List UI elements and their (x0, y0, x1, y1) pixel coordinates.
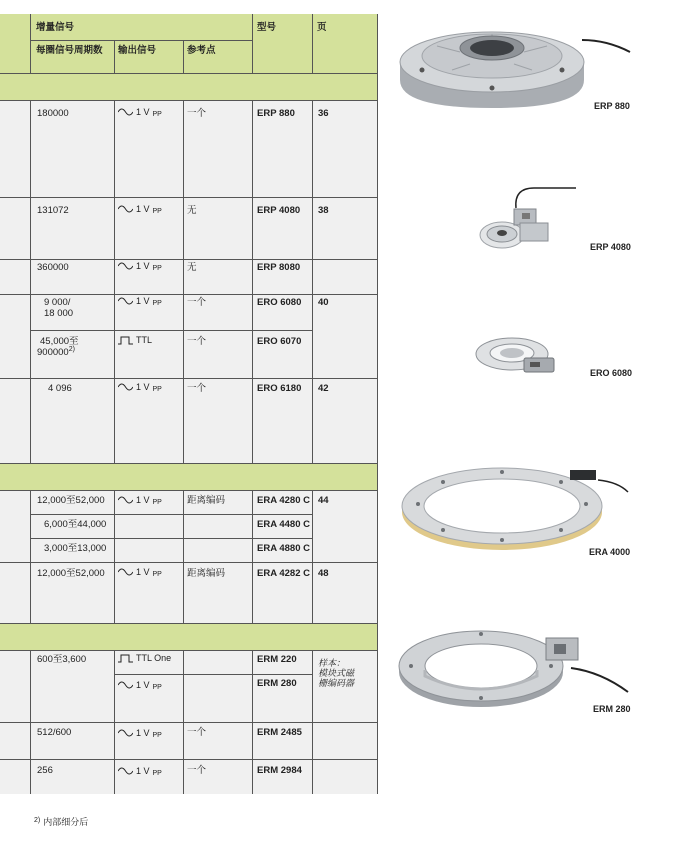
cell-page: 38 (318, 205, 329, 216)
cell-page: 42 (318, 383, 329, 394)
signal-sine: 1 V PP (118, 680, 162, 690)
header-periods: 每圈信号周期数 (36, 45, 103, 56)
ero-6080-photo (472, 330, 562, 380)
row-divider (0, 722, 378, 723)
row-divider (0, 562, 378, 563)
signal-sine: 1 V PP (118, 261, 162, 271)
cell-periods: 600至3,600 (37, 654, 87, 665)
cell-page: 44 (318, 495, 329, 506)
col-divider (252, 490, 253, 624)
caption-erp-4080: ERP 4080 (590, 242, 631, 252)
cell-periods: 12,000至52,000 (37, 495, 105, 506)
header-output: 输出信号 (118, 45, 157, 56)
cell-model: ERO 6070 (257, 336, 302, 347)
col-divider (312, 490, 313, 624)
col-divider (30, 650, 31, 794)
cell-reference: 一个 (187, 727, 207, 738)
cell-page: 36 (318, 108, 329, 119)
cell-periods: 360000 (37, 262, 69, 273)
era-4000-photo (398, 462, 630, 552)
sine-wave-icon (118, 729, 133, 737)
signal-sine: 1 V PP (118, 728, 162, 738)
footnote (34, 815, 88, 828)
cell-reference: 无 (187, 205, 197, 216)
erp-4080-photo (474, 183, 584, 255)
cell-model: ERM 2485 (257, 727, 302, 738)
cell-model: ERP 8080 (257, 262, 301, 273)
col-divider (252, 100, 253, 464)
sine-wave-icon (118, 262, 133, 270)
caption-era-4000: ERA 4000 (589, 547, 631, 557)
cell-reference: 无 (187, 262, 197, 273)
col-divider (252, 14, 253, 74)
row-divider (30, 514, 312, 515)
cell-page: 48 (318, 568, 329, 579)
sine-wave-icon (118, 568, 133, 576)
cell-model: ERP 4080 (257, 205, 301, 216)
table-right-border (377, 14, 378, 794)
sine-wave-icon (118, 383, 133, 391)
signal-sine: 1 V PP (118, 567, 162, 577)
row-divider (0, 490, 378, 491)
group-band-3 (0, 624, 378, 650)
footnote-mark: 2) (34, 817, 41, 824)
cell-model: ERM 220 (257, 654, 297, 665)
cell-model: ERO 6180 (257, 383, 302, 394)
header-reference: 参考点 (187, 45, 216, 56)
col-divider (114, 490, 115, 624)
row-divider (0, 650, 378, 651)
col-divider (312, 650, 313, 794)
signal-sine: 1 V PP (118, 296, 162, 306)
cell-model: ERA 4480 C (257, 519, 310, 530)
header-divider (30, 40, 252, 41)
row-divider (0, 378, 378, 379)
cell-model: ERA 4282 C (257, 568, 310, 579)
cell-reference: 一个 (187, 336, 207, 347)
sine-wave-icon (118, 767, 133, 775)
row-divider (0, 294, 378, 295)
col-divider (114, 100, 115, 464)
col-divider (114, 650, 115, 794)
header-model: 型号 (257, 22, 277, 33)
header-incremental: 增量信号 (36, 22, 75, 33)
col-divider (312, 14, 313, 74)
col-divider (30, 14, 31, 74)
header-page: 页 (317, 22, 327, 33)
row-divider (0, 259, 378, 260)
signal-sine: 1 V PP (118, 766, 162, 776)
col-divider (30, 100, 31, 464)
cell-page: 40 (318, 297, 329, 308)
signal-sine: 1 V PP (118, 204, 162, 214)
sine-wave-icon (118, 496, 133, 504)
cell-reference: 距离编码 (187, 568, 226, 579)
cell-periods: 12,000至52,000 (37, 568, 105, 579)
signal-ttl: TTL (118, 335, 152, 345)
col-divider (183, 490, 184, 624)
catalog-note: 样本： 模块式磁 栅编码器 (318, 658, 355, 688)
caption-erp-880: ERP 880 (594, 101, 630, 111)
cell-periods: 512/600 (37, 727, 72, 738)
row-divider (0, 623, 378, 624)
col-divider (183, 650, 184, 794)
sine-wave-icon (118, 297, 133, 305)
sine-wave-icon (118, 205, 133, 213)
signal-ttl-one: TTL One (118, 653, 171, 663)
cell-model: ERP 880 (257, 108, 295, 119)
col-divider (30, 490, 31, 624)
cell-periods: 256 (37, 765, 53, 776)
row-divider (30, 330, 312, 331)
square-wave-icon (118, 336, 133, 345)
row-divider (0, 73, 378, 74)
cell-periods-line2: 18 000 (44, 308, 74, 319)
cell-periods-line1: 9 000/ (44, 297, 71, 308)
sine-wave-icon (118, 108, 133, 116)
cell-periods: 6,000至44,000 (44, 519, 107, 530)
erm-280-photo (396, 620, 632, 712)
signal-sine: 1 V PP (118, 495, 162, 505)
footnote-text: 内部细分后 (43, 817, 89, 827)
row-divider (30, 538, 312, 539)
cell-reference: 一个 (187, 108, 207, 119)
group-band-1 (0, 74, 378, 100)
row-divider (0, 463, 378, 464)
row-divider (0, 197, 378, 198)
col-divider (252, 650, 253, 794)
cell-periods: 4 096 (48, 383, 72, 394)
cell-periods-line2: 900000$^{2)}$ (37, 346, 75, 358)
cell-reference: 一个 (187, 297, 207, 308)
cell-reference: 一个 (187, 765, 207, 776)
row-divider (0, 759, 378, 760)
row-divider (114, 674, 312, 675)
caption-erm-280: ERM 280 (593, 704, 631, 714)
cell-model: ERA 4280 C (257, 495, 310, 506)
signal-sine: 1 V PP (118, 382, 162, 392)
footnote-marker: 2) (68, 346, 75, 353)
cell-model: ERO 6080 (257, 297, 302, 308)
col-divider (312, 100, 313, 464)
col-divider (183, 40, 184, 74)
group-band-2 (0, 464, 378, 490)
caption-ero-6080: ERO 6080 (590, 368, 633, 378)
cell-periods-line1: 45,000至 (40, 336, 79, 347)
cell-model: ERM 280 (257, 678, 297, 689)
signal-sine: 1 V PP (118, 107, 162, 117)
square-wave-icon (118, 654, 133, 663)
col-divider (114, 40, 115, 74)
cell-reference: 距离编码 (187, 495, 226, 506)
cell-periods: 3,000至13,000 (44, 543, 107, 554)
cell-periods: 180000 (37, 108, 69, 119)
cell-reference: 一个 (187, 383, 207, 394)
sine-wave-icon (118, 681, 133, 689)
cell-model: ERM 2984 (257, 765, 302, 776)
col-divider (183, 100, 184, 464)
cell-model: ERA 4880 C (257, 543, 310, 554)
cell-periods: 131072 (37, 205, 69, 216)
erp-880-photo (392, 10, 637, 110)
row-divider (0, 100, 378, 101)
